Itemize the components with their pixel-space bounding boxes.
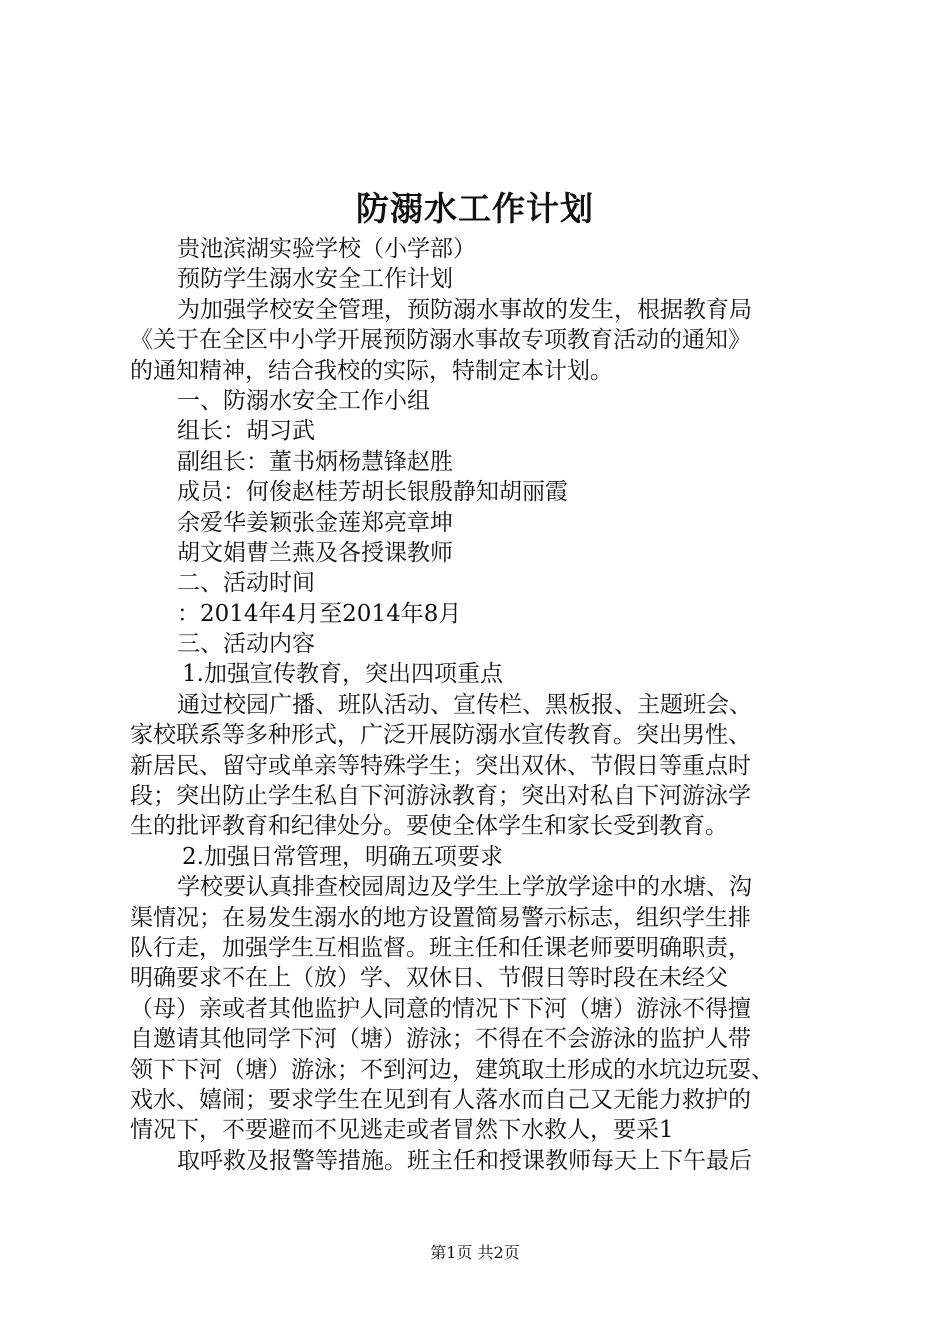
section-heading: 二、活动时间 xyxy=(177,570,315,597)
text-line: 通过校园广播、班队活动、宣传栏、黑板报、主题班会、 xyxy=(177,691,752,718)
text-line: 新居民、留守或单亲等特殊学生；突出双休、节假日等重点时 xyxy=(130,752,751,779)
text-line: 队行走，加强学生互相监督。班主任和任课老师要明确职责， xyxy=(130,934,751,961)
text-line: 副组长：董书炳杨慧锋赵胜 xyxy=(177,448,453,475)
text-line: 余爱华姜颖张金莲郑亮章坤 xyxy=(177,509,453,536)
subsection-heading: 1.加强宣传教育，突出四项重点 xyxy=(182,661,503,688)
text-line: 家校联系等多种形式，广泛开展防溺水宣传教育。突出男性、 xyxy=(130,722,751,749)
text-line: 预防学生溺水安全工作计划 xyxy=(177,266,453,293)
document-body xyxy=(130,234,830,1176)
text-line: 贵池滨湖实验学校（小学部） xyxy=(177,236,476,262)
text-line: 成员：何俊赵桂芳胡长银殷静知胡丽霞 xyxy=(177,479,568,506)
section-heading: 三、活动内容 xyxy=(177,631,315,658)
document-title: 防溺水工作计划 xyxy=(356,189,594,228)
text-line: 渠情况；在易发生溺水的地方设置简易警示标志，组织学生排 xyxy=(130,904,751,931)
section-heading: 一、防溺水安全工作小组 xyxy=(177,387,430,414)
text-line: 领下下河（塘）游泳；不到河边，建筑取土形成的水坑边玩耍、 xyxy=(130,1056,774,1083)
text-line: （母）亲或者其他监护人同意的情况下下河（塘）游泳不得擅 xyxy=(130,995,751,1022)
text-line: 明确要求不在上（放）学、双休日、节假日等时段在未经父 xyxy=(130,965,728,992)
text-line: 段；突出防止学生私自下河游泳教育；突出对私自下河游泳学 xyxy=(130,783,751,810)
text-line: 情况下，不要避而不见逃走或者冒然下水救人，要采1 xyxy=(130,1117,674,1144)
text-line: 取呼救及报警等措施。班主任和授课教师每天上下午最后 xyxy=(177,1147,752,1174)
text-line: 胡文娟曹兰燕及各授课教师 xyxy=(177,539,453,566)
text-line: 自邀请其他同学下河（塘）游泳；不得在不会游泳的监护人带 xyxy=(130,1026,751,1053)
text-line: 组长：胡习武 xyxy=(177,418,315,445)
text-line: 的通知精神，结合我校的实际，特制定本计划。 xyxy=(130,357,613,384)
text-line: 戏水、嬉闹；要求学生在见到有人落水而自己又无能力救护的 xyxy=(130,1086,751,1113)
subsection-heading: 2.加强日常管理，明确五项要求 xyxy=(182,843,503,870)
text-line: 生的批评教育和纪律处分。要使全体学生和家长受到教育。 xyxy=(130,813,728,840)
text-line: ：2014年4月至2014年8月 xyxy=(177,600,462,627)
text-line: 《关于在全区中小学开展预防溺水事故专项教育活动的通知》 xyxy=(130,327,751,354)
text-line: 为加强学校安全管理，预防溺水事故的发生，根据教育局 xyxy=(177,296,752,323)
page-number-footer: 第1页 共2页 xyxy=(430,1243,520,1262)
text-line: 学校要认真排查校园周边及学生上学放学途中的水塘、沟 xyxy=(177,874,752,901)
